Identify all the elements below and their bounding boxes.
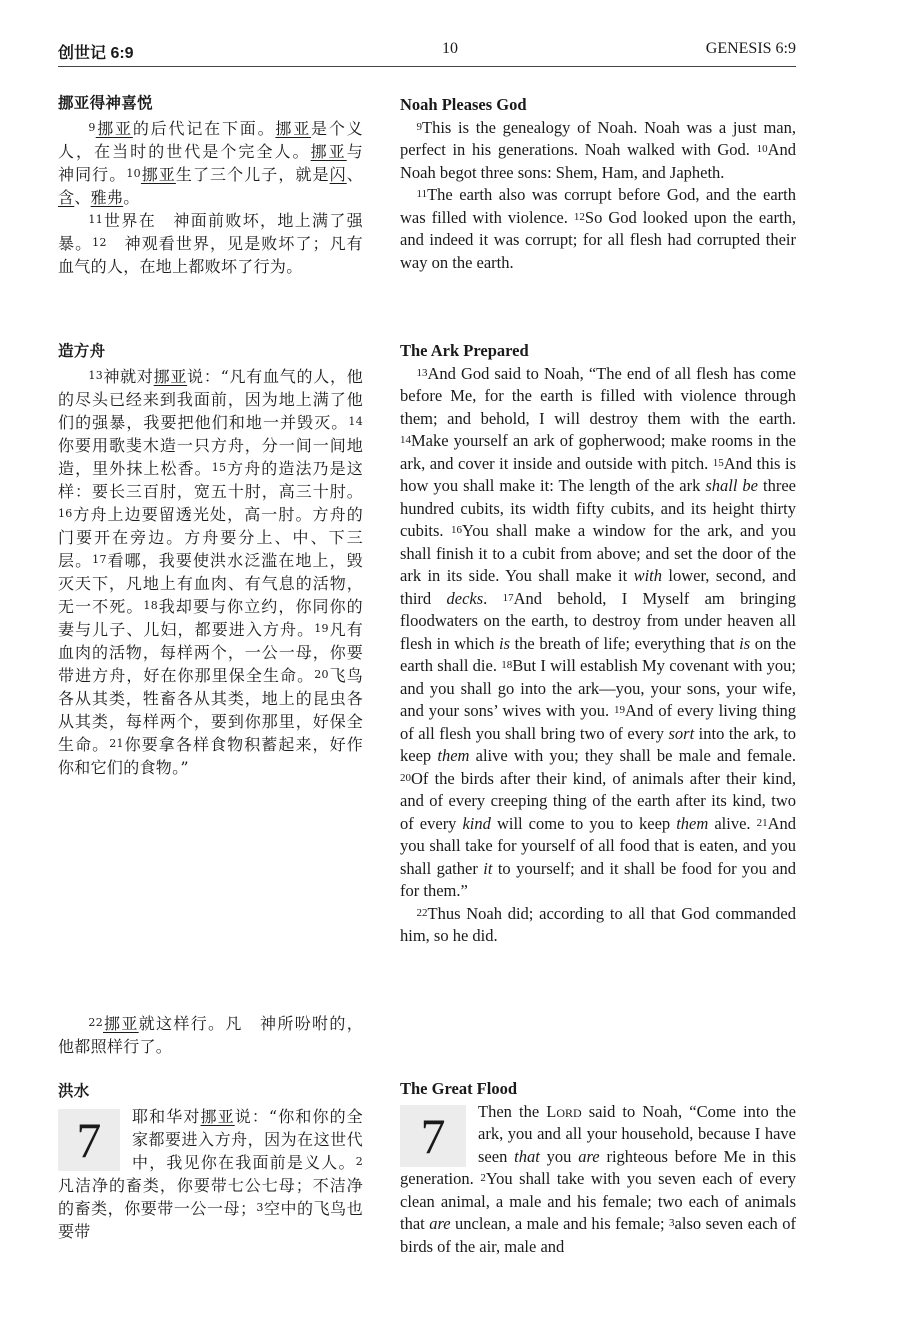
verse-text: lower, second, and third xyxy=(400,566,796,608)
name: 挪亚 xyxy=(275,119,312,138)
verse-text: 方舟上边要留透光处，高一肘。方舟的门要开在旁边。方舟要分上、中、下三层。 xyxy=(58,505,363,570)
verse-number: 20 xyxy=(400,771,411,784)
verse-number: 3 xyxy=(669,1217,675,1229)
verse-text: And behold, I Myself am bringing floodwaters on the earth, to destroy from under heaven all flesh in which xyxy=(400,588,796,653)
verse-text: 耶和华对 xyxy=(132,1107,201,1126)
verse-number: 19 xyxy=(314,622,329,635)
verse-text: 神观看世界，见是败坏了；凡有血气的人，在地上都败坏了行为。 xyxy=(58,234,363,276)
section-heading: 造方舟 xyxy=(58,342,106,360)
name: 挪亚 xyxy=(310,142,347,161)
verse-text: unclean, a male and his female; xyxy=(450,1214,670,1233)
verse-number: 22 xyxy=(416,906,428,919)
verse-text: 你要拿各样食物积蓄起来，好作你和它们的食物。” xyxy=(58,735,363,777)
verse-text: alive. xyxy=(708,813,757,833)
italic-text: them xyxy=(437,746,470,765)
zh-section-great-flood xyxy=(58,1080,363,1243)
verse-text: 凡有血肉的活物，每样两个，一公一母，你要带进方舟，好在你那里保全生命。 xyxy=(58,620,363,685)
verse-number: 12 xyxy=(573,210,585,223)
verse-number: 17 xyxy=(92,553,107,566)
italic-text: with xyxy=(633,566,662,585)
name: 挪亚 xyxy=(95,119,133,138)
verse-text: 方舟的造法乃是这样：要长三百肘，宽五十肘，高三十肘。 xyxy=(58,459,363,501)
verse-text: also seven each of birds of the air, male and xyxy=(400,1214,796,1256)
name: 挪亚 xyxy=(140,165,176,184)
verse-number: 14 xyxy=(400,434,411,446)
section-heading: Noah Pleases God xyxy=(400,95,527,114)
en-section-great-flood xyxy=(400,1078,796,1258)
verse-text: Make yourself an ark of gopherwood; make rooms in the ark, and cover it inside and outside with pitch. xyxy=(400,431,796,473)
verse-number: 21 xyxy=(109,737,124,750)
zh-paragraph xyxy=(58,117,380,209)
name: 挪亚 xyxy=(200,1107,235,1126)
italic-text: are xyxy=(578,1146,600,1166)
verse-number: 18 xyxy=(143,599,159,612)
verse-number: 15 xyxy=(211,461,227,474)
verse-text: Of the birds after their kind, of animals after their kind, and of every creeping thing of the earth after its kind, two of every xyxy=(400,768,796,833)
name: 挪亚 xyxy=(153,367,188,386)
en-section-noah-pleases-god xyxy=(400,94,796,274)
verse-text: Then the xyxy=(478,1101,547,1121)
verse-text: 凡洁净的畜类，你要带七公七母；不洁净的畜类，你要带一公一母； xyxy=(58,1176,363,1218)
verse-text: to yourself; and it shall be food for you and for them.” xyxy=(400,858,796,900)
verse-number: 15 xyxy=(712,456,724,469)
verse-text: righteous before Me in this generation. xyxy=(400,1146,797,1188)
zh-section-verse-22 xyxy=(58,1012,363,1058)
name: 闪 xyxy=(329,165,347,184)
verse-number: 3 xyxy=(256,1201,264,1214)
verse-text: alive with you; they shall be male and female. xyxy=(469,746,796,765)
name: 含 xyxy=(58,188,75,207)
page-number: 10 xyxy=(442,40,458,57)
verse-text: 说：“凡有血气的人，他的尽头已经来到我面前，因为地上满了他们的强暴，我要把他们和地一并毁灭。 xyxy=(58,367,363,432)
verse-number: 11 xyxy=(416,188,428,200)
verse-text: will come to you to keep xyxy=(490,813,677,833)
verse-text: said to Noah, “Come into the ark, you and all your household, because I have seen xyxy=(478,1101,797,1166)
verse-text: you xyxy=(539,1146,579,1166)
verse-text: 生了三个儿子，就是 xyxy=(175,165,330,184)
en-section-ark-prepared xyxy=(400,340,796,948)
verse-number: 16 xyxy=(450,524,462,536)
verse-text: And Noah begot three sons: Shem, Ham, and Japheth. xyxy=(400,140,796,182)
verse-text: three hundred cubits, its width fifty cubits, and its height thirty cubits. xyxy=(400,476,796,540)
italic-text: is xyxy=(739,633,751,653)
verse-text: 是个义人，在当时的世代是个完全人。 xyxy=(58,119,363,161)
verse-number: 19 xyxy=(614,704,626,716)
verse-text: on the earth shall die. xyxy=(400,633,796,675)
verse-number: 11 xyxy=(88,213,103,226)
verse-number: 2 xyxy=(355,1155,363,1168)
section-heading: The Great Flood xyxy=(400,1079,518,1098)
verse-text: 我却要与你立约，你同你的妻与儿子、儿妇，都要进入方舟。 xyxy=(58,597,363,639)
zh-paragraph xyxy=(58,365,363,779)
verse-text: 飞鸟各从其类，牲畜各从其类，地上的昆虫各从其类，每样两个，要到你那里，好保全生命。 xyxy=(58,666,363,754)
verse-text: 与 神同行。 xyxy=(58,142,380,184)
verse-text: And of every living thing of all flesh you shall bring two of every xyxy=(400,701,796,743)
section-heading: 洪水 xyxy=(58,1082,90,1100)
verse-text: 世界在 神面前败坏，地上满了强暴。 xyxy=(58,211,363,253)
en-paragraph xyxy=(400,184,796,274)
zh-section-noah-pleases-god xyxy=(58,92,380,278)
verse-text: And you shall take for yourself of all food that is eaten, and you shall gather xyxy=(400,813,796,878)
verse-number: 18 xyxy=(501,659,513,671)
verse-number: 10 xyxy=(756,143,768,155)
verse-text: 说：“你和你的全家都要进入方舟，因为在这世代中，我见你在我面前是义人。 xyxy=(132,1107,363,1172)
zh-paragraph xyxy=(58,1012,363,1058)
verse-text: The earth also was corrupt before God, and the earth was filled with violence. xyxy=(400,185,796,227)
verse-number: 10 xyxy=(126,167,141,180)
italic-text: is xyxy=(499,633,511,653)
verse-text: You shall make a window for the ark, and you shall finish it to a cubit from above; and set the door of the ark in its side. You shall make it xyxy=(400,521,796,585)
verse-text: This is the genealogy of Noah. Noah was a just man, perfect in his generations. Noah walked with God. xyxy=(400,117,796,159)
verse-number: 17 xyxy=(502,591,514,604)
name: 雅弗 xyxy=(90,188,124,207)
verse-number: 13 xyxy=(416,366,428,379)
verse-number: 9 xyxy=(88,121,96,134)
verse-text: into the ark, to keep xyxy=(400,723,796,765)
verse-number: 21 xyxy=(756,816,768,829)
section-heading: The Ark Prepared xyxy=(400,341,529,360)
verse-text: But I will establish My covenant with you; and you shall go into the ark—you, your sons, your wife, and your sons’ wives with you. xyxy=(400,656,797,720)
verse-number: 20 xyxy=(314,668,329,681)
italic-text: are xyxy=(429,1214,451,1233)
italic-text: them xyxy=(676,813,709,833)
italic-text: decks xyxy=(446,588,484,608)
verse-number: 12 xyxy=(92,236,107,249)
zh-section-ark-prepared xyxy=(58,340,363,779)
verse-text: And God said to Noah, “The end of all flesh has come before Me, for the earth is filled with violence through them; and behold, I will destroy them with the earth. xyxy=(400,363,796,428)
header-reference-en: GENESIS 6:9 xyxy=(705,40,796,57)
verse-text: 神就对 xyxy=(103,367,154,386)
verse-text: . xyxy=(483,588,503,608)
verse-text: 看哪，我要使洪水泛滥在地上，毁灭天下，凡地上有血肉、有气息的活物，无一不死。 xyxy=(58,551,363,616)
italic-text: kind xyxy=(462,813,491,833)
verse-number: 13 xyxy=(88,369,103,382)
verse-text: 、 xyxy=(346,165,364,184)
verse-number: 14 xyxy=(348,415,363,428)
verse-text: 的后代记在下面。 xyxy=(132,119,276,138)
verse-text: So God looked upon the earth, and indeed it was corrupt; for all flesh had corrupted their way on the earth. xyxy=(400,207,796,272)
zh-paragraph xyxy=(58,209,363,278)
italic-text: sort xyxy=(668,723,695,743)
name: 挪亚 xyxy=(103,1014,139,1033)
verse-text: You shall take with you seven each of every clean animal, a male and his female; two each of animals that xyxy=(400,1169,796,1233)
en-paragraph xyxy=(400,1101,796,1259)
section-heading: 挪亚得神喜悦 xyxy=(58,94,153,112)
verse-text: 、 xyxy=(74,188,91,207)
verse-text: 你要用歌斐木造一只方舟，分一间一间地造，里外抹上松香。 xyxy=(58,436,363,478)
verse-text: the breath of life; everything that xyxy=(510,633,740,653)
verse-number: 9 xyxy=(416,120,422,133)
en-paragraph xyxy=(400,117,796,185)
verse-text: 。 xyxy=(123,188,140,207)
verse-number: 16 xyxy=(58,507,73,520)
verse-number: 22 xyxy=(88,1016,103,1029)
chapter-number: 7 xyxy=(58,1109,120,1171)
italic-text: it xyxy=(483,858,493,878)
lord-small-caps: Lord xyxy=(546,1101,582,1121)
verse-text: Thus Noah did; according to all that God commanded him, so he did. xyxy=(400,903,796,945)
chapter-number: 7 xyxy=(400,1105,466,1167)
verse-number: 2 xyxy=(480,1172,486,1184)
en-paragraph xyxy=(400,363,796,903)
header-rule xyxy=(58,66,796,67)
verse-text: And this is how you shall make it: The length of the ark xyxy=(400,453,796,495)
en-paragraph xyxy=(400,903,796,948)
header-reference-zh: 创世记 6:9 xyxy=(58,45,134,62)
verse-text: 空中的飞鸟也要带 xyxy=(58,1199,363,1241)
italic-text: that xyxy=(514,1146,540,1166)
italic-text: shall be xyxy=(705,476,759,495)
verse-text: 就这样行。凡 神所吩咐的，他都照样行了。 xyxy=(58,1014,363,1056)
zh-paragraph xyxy=(58,1105,363,1243)
